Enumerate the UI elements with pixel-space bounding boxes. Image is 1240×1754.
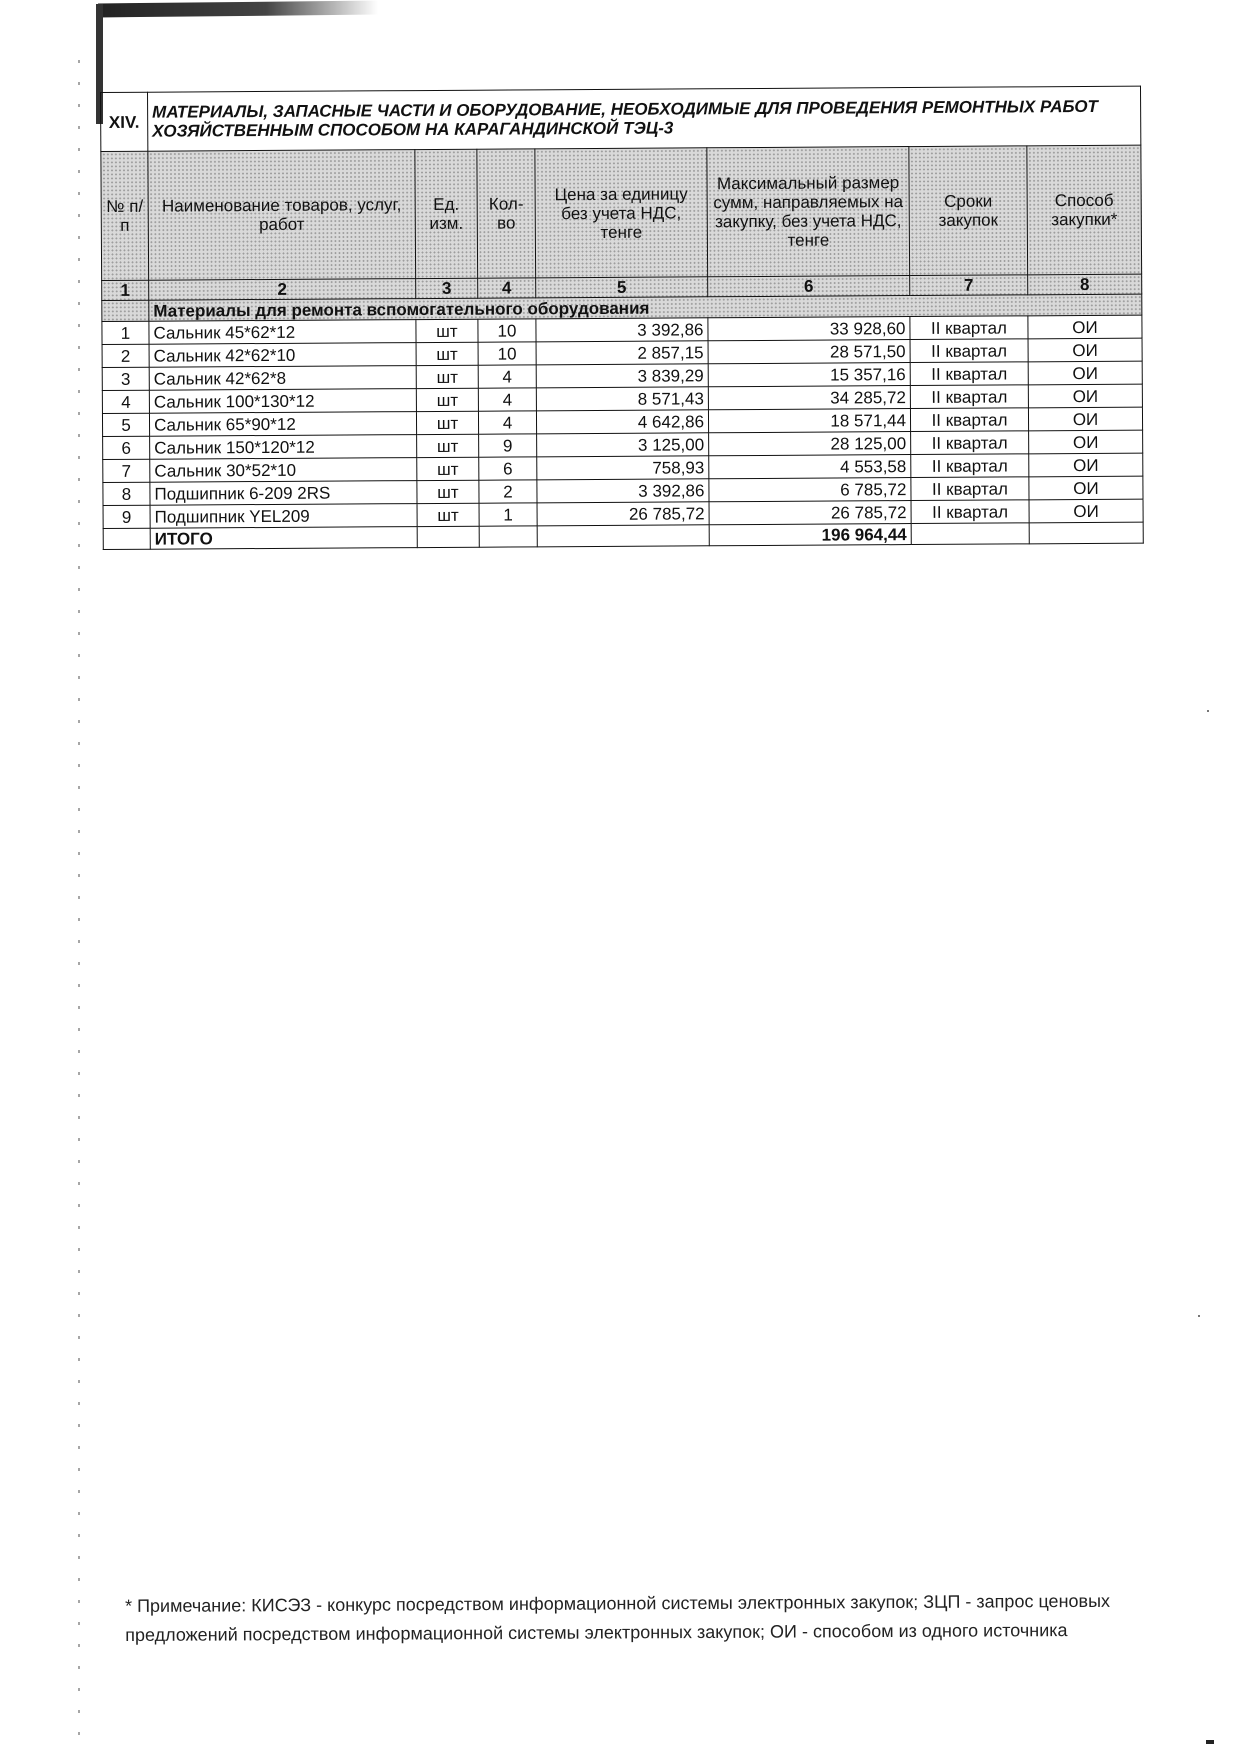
row-unit: шт xyxy=(417,503,479,526)
row-method: ОИ xyxy=(1029,476,1143,500)
row-price: 3 839,29 xyxy=(536,364,708,388)
row-sum: 34 285,72 xyxy=(708,386,910,410)
row-price: 3 125,00 xyxy=(537,433,709,457)
header-price: Цена за единицу без учета НДС, тенге xyxy=(535,148,708,278)
group-title: Материалы для ремонта вспомогательного оборудования xyxy=(149,294,1142,321)
row-num: 7 xyxy=(103,459,150,482)
scan-artifact-speck xyxy=(1206,1740,1214,1744)
total-empty-cell xyxy=(911,523,1029,545)
total-empty-cell xyxy=(479,526,537,547)
row-qty: 2 xyxy=(479,480,537,503)
row-price: 3 392,86 xyxy=(536,318,708,342)
row-term: II квартал xyxy=(910,408,1028,432)
row-sum: 6 785,72 xyxy=(709,478,911,502)
row-name: Подшипник 6-209 2RS xyxy=(150,481,417,506)
row-term: II квартал xyxy=(910,316,1028,340)
row-num: 1 xyxy=(102,321,149,344)
row-method: ОИ xyxy=(1028,361,1142,385)
row-qty: 9 xyxy=(479,434,537,457)
row-qty: 10 xyxy=(478,342,536,365)
scan-artifact-edge xyxy=(78,60,80,1740)
row-method: ОИ xyxy=(1029,499,1143,523)
row-name: Подшипник YEL209 xyxy=(150,504,417,529)
row-price: 8 571,43 xyxy=(536,387,708,411)
header-max-sum: Максимальный размер сумм, направляемых на закупку, без учета НДС, тенге xyxy=(707,147,910,277)
footnote: * Примечание: КИСЭЗ - конкурс посредством информационной системы электронных закупок; ЗЦП - запрос ценовых предложений посредством информационной системы электронных закупок; ОИ - способом из одного источника xyxy=(125,1590,1111,1645)
row-sum: 28 125,00 xyxy=(709,432,911,456)
row-term: II квартал xyxy=(911,477,1029,501)
row-unit: шт xyxy=(416,319,478,342)
total-empty-cell xyxy=(1029,522,1143,544)
row-method: ОИ xyxy=(1028,338,1142,362)
row-unit: шт xyxy=(416,411,478,434)
header-qty: Кол-во xyxy=(477,149,536,278)
row-price: 2 857,15 xyxy=(536,341,708,365)
row-method: ОИ xyxy=(1028,315,1142,339)
row-qty: 4 xyxy=(478,365,536,388)
header-name: Наименование товаров, услуг, работ xyxy=(148,150,416,281)
row-method: ОИ xyxy=(1029,430,1143,454)
row-term: II квартал xyxy=(910,385,1028,409)
row-unit: шт xyxy=(417,480,479,503)
row-price: 758,93 xyxy=(537,456,709,480)
row-term: II квартал xyxy=(911,454,1029,478)
header-method: Способ закупки* xyxy=(1027,145,1142,275)
total-label: ИТОГО xyxy=(150,527,417,550)
section-title: МАТЕРИАЛЫ, ЗАПАСНЫЕ ЧАСТИ И ОБОРУДОВАНИЕ, НЕОБХОДИМЫЕ ДЛЯ ПРОВЕДЕНИЯ РЕМОНТНЫХ РАБОТ ХОЗЯЙСТВЕННЫМ СПОСОБОМ НА КАРАГАНДИНСКОЙ ТЭЦ-3 xyxy=(148,86,1141,151)
scan-artifact-top xyxy=(98,1,378,18)
procurement-table xyxy=(100,86,1144,550)
row-unit: шт xyxy=(417,457,479,480)
row-term: II квартал xyxy=(910,362,1028,386)
row-price: 4 642,86 xyxy=(536,410,708,434)
row-num: 4 xyxy=(102,390,149,413)
row-term: II квартал xyxy=(911,431,1029,455)
column-number: 3 xyxy=(416,278,478,298)
row-method: ОИ xyxy=(1029,453,1143,477)
column-number: 2 xyxy=(149,279,416,301)
row-name: Сальник 100*130*12 xyxy=(149,389,416,414)
row-price: 26 785,72 xyxy=(537,502,709,526)
row-sum: 18 571,44 xyxy=(708,409,910,433)
column-number: 5 xyxy=(536,277,708,298)
header-row xyxy=(101,145,1142,280)
header-num: № п/п xyxy=(101,151,149,280)
row-num: 5 xyxy=(102,413,149,436)
column-number: 4 xyxy=(478,278,536,298)
row-sum: 28 571,50 xyxy=(708,340,910,364)
row-sum: 26 785,72 xyxy=(709,501,911,525)
row-term: II квартал xyxy=(911,500,1029,524)
column-number: 7 xyxy=(910,275,1028,296)
row-name: Сальник 30*52*10 xyxy=(150,458,417,483)
total-sum: 196 964,44 xyxy=(709,524,911,546)
row-method: ОИ xyxy=(1028,384,1142,408)
column-number: 6 xyxy=(708,276,910,297)
section-title-row xyxy=(101,86,1141,151)
row-name: Сальник 65*90*12 xyxy=(149,412,416,437)
row-qty: 1 xyxy=(479,503,537,526)
row-num: 3 xyxy=(102,367,149,390)
row-qty: 4 xyxy=(478,388,536,411)
row-name: Сальник 42*62*10 xyxy=(149,343,416,368)
row-num: 6 xyxy=(103,436,150,459)
row-unit: шт xyxy=(416,388,478,411)
row-term: II квартал xyxy=(910,339,1028,363)
row-unit: шт xyxy=(416,342,478,365)
column-number: 1 xyxy=(102,280,149,300)
row-unit: шт xyxy=(416,365,478,388)
document-sheet xyxy=(100,86,1143,550)
row-num: 2 xyxy=(102,344,149,367)
total-empty-cell xyxy=(103,528,150,549)
scan-artifact-speck xyxy=(1198,1315,1200,1317)
total-empty-cell xyxy=(537,525,709,547)
row-qty: 10 xyxy=(478,319,536,342)
section-number: XIV. xyxy=(101,92,148,151)
row-num: 9 xyxy=(103,505,150,528)
group-num-cell xyxy=(102,300,149,321)
row-qty: 6 xyxy=(479,457,537,480)
row-name: Сальник 150*120*12 xyxy=(150,435,417,460)
header-unit: Ед. изм. xyxy=(415,149,478,278)
header-term: Сроки закупок xyxy=(909,146,1028,276)
row-name: Сальник 45*62*12 xyxy=(149,320,416,345)
scan-artifact-speck xyxy=(1207,710,1209,712)
row-sum: 33 928,60 xyxy=(708,317,910,341)
row-sum: 15 357,16 xyxy=(708,363,910,387)
row-price: 3 392,86 xyxy=(537,479,709,503)
row-sum: 4 553,58 xyxy=(709,455,911,479)
row-qty: 4 xyxy=(478,411,536,434)
total-empty-cell xyxy=(417,526,479,547)
row-name: Сальник 42*62*8 xyxy=(149,366,416,391)
column-number: 8 xyxy=(1028,274,1142,295)
row-unit: шт xyxy=(417,434,479,457)
row-method: ОИ xyxy=(1028,407,1142,431)
row-num: 8 xyxy=(103,482,150,505)
